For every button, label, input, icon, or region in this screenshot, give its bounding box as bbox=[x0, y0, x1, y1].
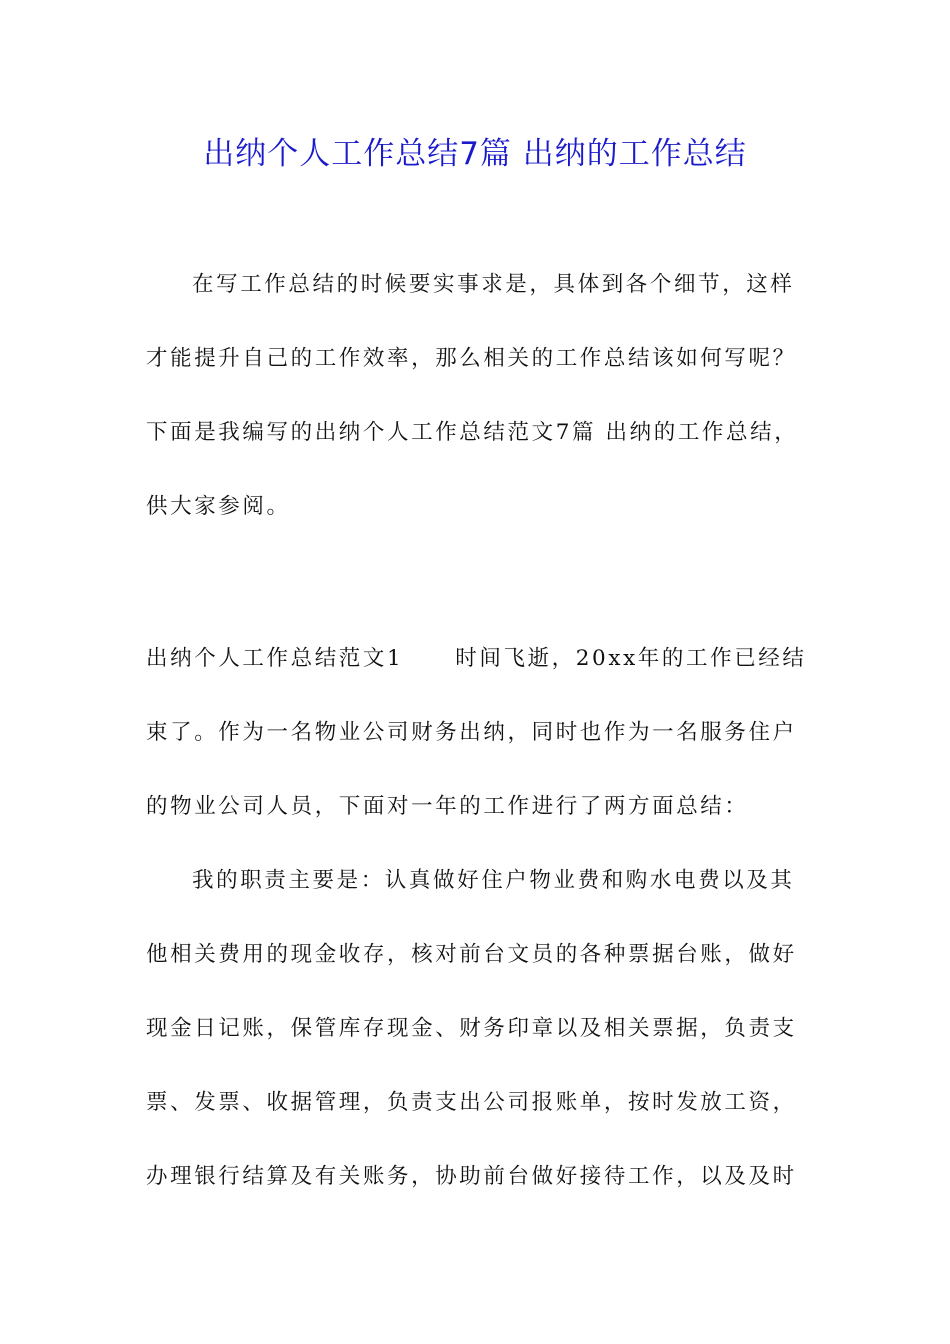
section1-line: 时间飞逝，20xx年的工作已经结 bbox=[455, 646, 807, 671]
section2-line: 办理银行结算及有关账务，协助前台做好接待工作，以及及时 bbox=[146, 1164, 797, 1189]
section1-first-line bbox=[146, 622, 806, 696]
section2-paragraph bbox=[146, 844, 806, 1214]
intro-line: 才能提升自己的工作效率，那么相关的工作总结该如何写呢？ bbox=[146, 346, 797, 371]
document-title: 出纳个人工作总结7篇 出纳的工作总结 bbox=[203, 136, 747, 172]
section1-paragraph bbox=[146, 622, 806, 844]
section1-line: 束了。作为一名物业公司财务出纳，同时也作为一名服务住户 bbox=[146, 720, 797, 745]
section2-line: 现金日记账，保管库存现金、财务印章以及相关票据，负责支 bbox=[146, 1016, 797, 1041]
intro-line: 供大家参阅。 bbox=[146, 494, 291, 519]
section1-heading: 出纳个人工作总结范文1 bbox=[146, 646, 404, 671]
section2-line: 他相关费用的现金收存，核对前台文员的各种票据台账，做好 bbox=[146, 942, 797, 967]
section2-line: 我的职责主要是：认真做好住户物业费和购水电费以及其 bbox=[192, 868, 795, 893]
intro-line: 下面是我编写的出纳个人工作总结范文7篇 出纳的工作总结， bbox=[146, 420, 799, 445]
section1-line: 的物业公司人员，下面对一年的工作进行了两方面总结： bbox=[146, 794, 749, 819]
intro-paragraph bbox=[146, 248, 806, 544]
section2-line: 票、发票、收据管理，负责支出公司报账单，按时发放工资， bbox=[146, 1090, 797, 1115]
intro-line: 在写工作总结的时候要实事求是，具体到各个细节，这样 bbox=[192, 272, 795, 297]
